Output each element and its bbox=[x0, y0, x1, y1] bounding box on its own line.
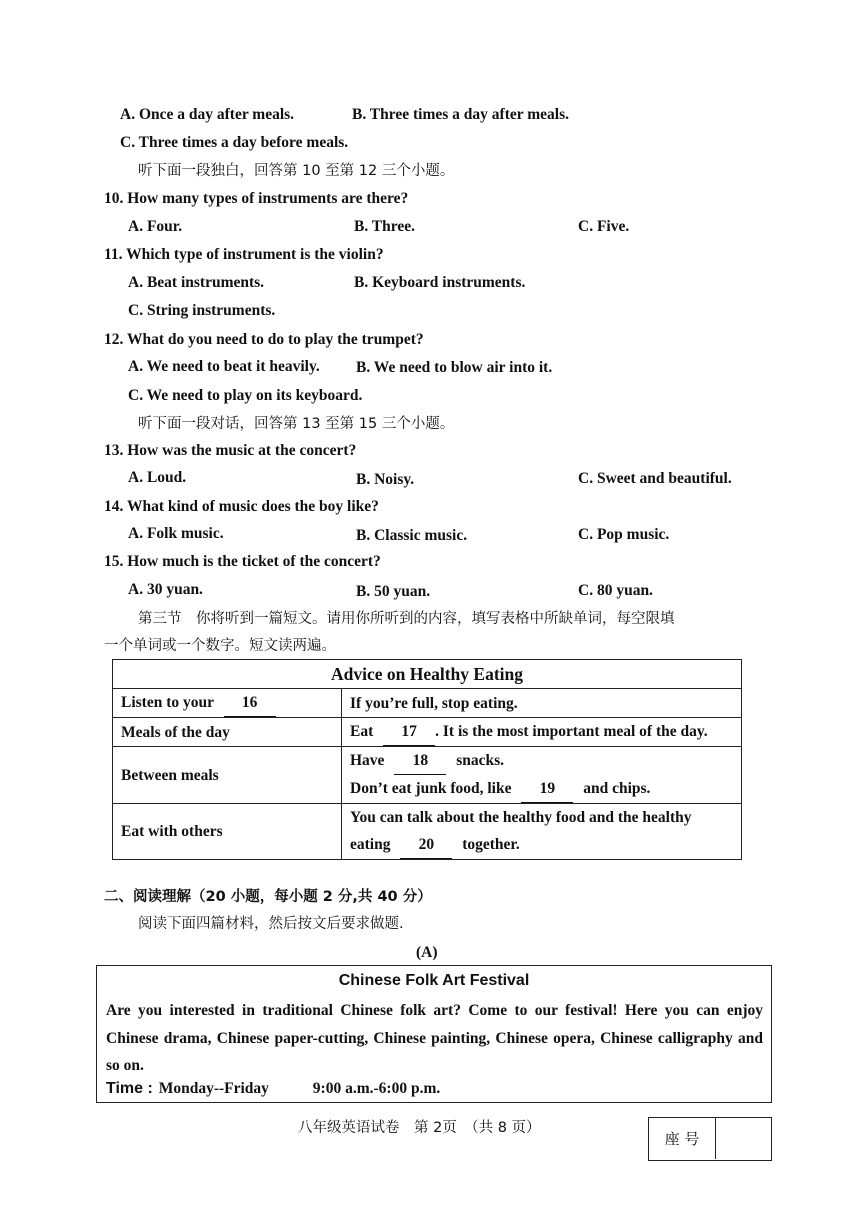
row4-line2-post: together. bbox=[462, 836, 520, 853]
q10-option-c: C. Five. bbox=[578, 218, 630, 235]
page-footer: 八年级英语试卷 第 2页 （共 8 页） bbox=[298, 1120, 541, 1136]
q9-option-b: B. Three times a day after meals. bbox=[352, 106, 569, 123]
seat-label: 座 号 bbox=[649, 1118, 716, 1159]
row3-line1 bbox=[350, 747, 733, 775]
q14-option-c: C. Pop music. bbox=[578, 526, 670, 543]
q12-option-b: B. We need to blow air into it. bbox=[356, 359, 553, 376]
q15-option-b: B. 50 yuan. bbox=[356, 583, 431, 600]
row4-line2-pre: eating bbox=[350, 836, 391, 853]
row3-line2-pre: Don’t eat junk food, like bbox=[350, 780, 512, 797]
advice-table-title: Advice on Healthy Eating bbox=[113, 660, 742, 689]
row3-left: Between meals bbox=[113, 747, 342, 804]
row3-line1-pre: Have bbox=[350, 752, 385, 769]
q10-option-b: B. Three. bbox=[354, 218, 416, 235]
row4-right bbox=[342, 804, 742, 860]
row3-line2 bbox=[350, 775, 733, 803]
instruction-10-12: 听下面一段独白，回答第 10 至第 12 三个小题。 bbox=[138, 163, 455, 179]
q10-stem: 10. How many types of instruments are there? bbox=[104, 190, 409, 207]
festival-time bbox=[106, 1080, 440, 1098]
festival-days: Monday--Friday bbox=[158, 1080, 269, 1097]
advice-table bbox=[112, 659, 742, 860]
q11-stem: 11. Which type of instrument is the violin? bbox=[104, 246, 384, 263]
q12-option-c: C. We need to play on its keyboard. bbox=[128, 387, 363, 404]
q12-stem: 12. What do you need to do to play the trumpet? bbox=[104, 331, 424, 348]
seat-value[interactable] bbox=[717, 1118, 771, 1160]
instruction-13-15: 听下面一段对话，回答第 13 至第 15 三个小题。 bbox=[138, 416, 455, 432]
q13-option-c: C. Sweet and beautiful. bbox=[578, 470, 732, 487]
row4-line2 bbox=[350, 831, 733, 859]
passage-label: (A) bbox=[416, 944, 438, 961]
blank-16[interactable]: 16 bbox=[224, 689, 276, 717]
blank-20[interactable]: 20 bbox=[400, 831, 452, 859]
festival-hours: 9:00 a.m.-6:00 p.m. bbox=[312, 1080, 441, 1097]
row4-line1: You can talk about the healthy food and the healthy bbox=[350, 809, 692, 826]
q15-option-a: A. 30 yuan. bbox=[128, 581, 203, 598]
q12-option-a: A. We need to beat it heavily. bbox=[128, 358, 320, 375]
q14-option-a: A. Folk music. bbox=[128, 525, 224, 542]
section3-line2: 一个单词或一个数字。短文读两遍。 bbox=[104, 638, 336, 654]
row1-right: If you’re full, stop eating. bbox=[342, 689, 742, 718]
seat-number-box bbox=[648, 1117, 772, 1161]
q13-option-a: A. Loud. bbox=[128, 469, 187, 486]
row3-right bbox=[342, 747, 742, 804]
q11-option-a: A. Beat instruments. bbox=[128, 274, 265, 291]
row1-left bbox=[113, 689, 342, 718]
festival-box bbox=[96, 965, 772, 1103]
table-row bbox=[113, 689, 742, 718]
blank-19[interactable]: 19 bbox=[521, 775, 573, 803]
table-row bbox=[113, 718, 742, 747]
q10-option-a: A. Four. bbox=[128, 218, 183, 235]
part2-instruction: 阅读下面四篇材料，然后按文后要求做题. bbox=[138, 916, 404, 932]
q15-option-c: C. 80 yuan. bbox=[578, 582, 653, 599]
q9-option-a: A. Once a day after meals. bbox=[120, 106, 295, 123]
q11-option-b: B. Keyboard instruments. bbox=[354, 274, 526, 291]
q14-stem: 14. What kind of music does the boy like? bbox=[104, 498, 379, 515]
festival-time-label: Time : bbox=[106, 1080, 153, 1097]
q13-option-b: B. Noisy. bbox=[356, 471, 415, 488]
festival-body: Are you interested in traditional Chinese folk art? Come to our festival! Here you can enjoy Chinese drama, Chinese paper-cutting, Chinese painting, Chinese opera, Chinese calligraphy and so on. bbox=[106, 1002, 763, 1074]
section3-line1: 第三节 你将听到一篇短文。请用你所听到的内容，填写表格中所缺单词，每空限填 bbox=[138, 611, 675, 627]
row2-left: Meals of the day bbox=[113, 718, 342, 747]
table-row bbox=[113, 804, 742, 860]
row2-right-pre: Eat bbox=[350, 723, 374, 740]
row2-right bbox=[342, 718, 742, 747]
q11-option-c: C. String instruments. bbox=[128, 302, 276, 319]
row2-right-post: . It is the most important meal of the day. bbox=[435, 723, 708, 740]
row3-line2-post: and chips. bbox=[583, 780, 651, 797]
row4-left: Eat with others bbox=[113, 804, 342, 860]
q13-stem: 13. How was the music at the concert? bbox=[104, 442, 357, 459]
table-row bbox=[113, 747, 742, 804]
row1-left-text: Listen to your bbox=[121, 694, 214, 711]
q14-option-b: B. Classic music. bbox=[356, 527, 468, 544]
row3-line1-post: snacks. bbox=[456, 752, 504, 769]
blank-17[interactable]: 17 bbox=[383, 718, 435, 746]
q15-stem: 15. How much is the ticket of the concert? bbox=[104, 553, 381, 570]
festival-title: Chinese Folk Art Festival bbox=[338, 972, 530, 989]
part2-heading: 二、阅读理解（20 小题，每小题 2 分,共 40 分） bbox=[104, 889, 432, 905]
blank-18[interactable]: 18 bbox=[394, 747, 446, 775]
q9-option-c: C. Three times a day before meals. bbox=[120, 134, 349, 151]
